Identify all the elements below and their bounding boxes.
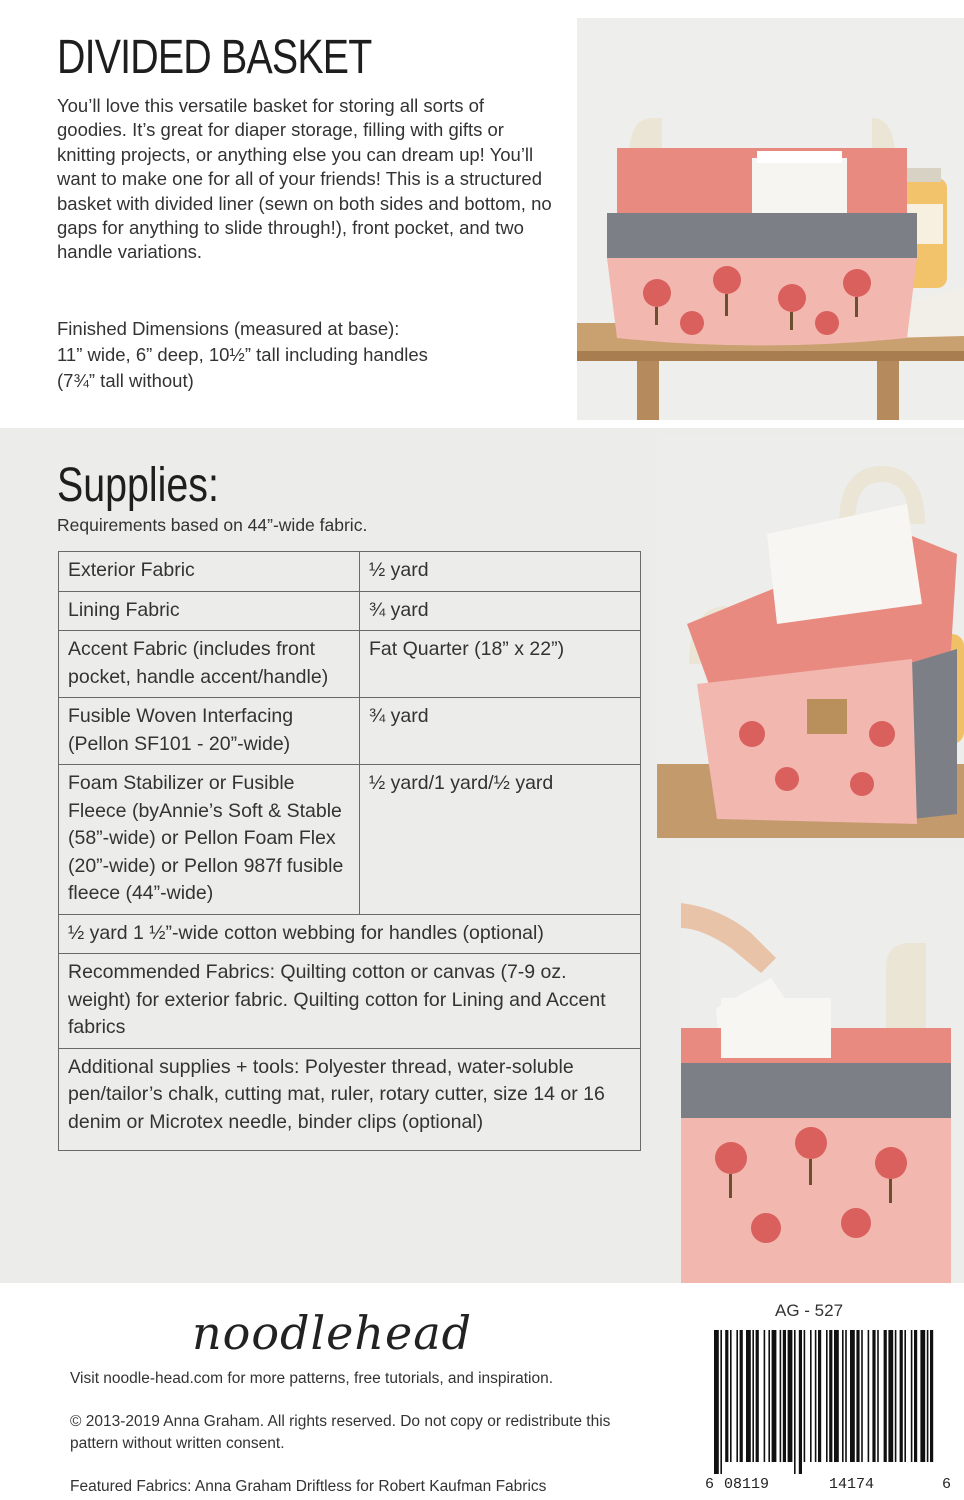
supply-item: Lining Fabric (59, 591, 360, 631)
barcode-bar (920, 1330, 925, 1462)
table-row (59, 914, 641, 954)
product-code: AG - 527 (775, 1301, 844, 1320)
barcode-bar (818, 1330, 821, 1462)
barcode-bar (895, 1330, 897, 1462)
barcode-bar (783, 1330, 786, 1462)
barcode-bar (730, 1330, 732, 1462)
dims-values: 11” wide, 6” deep, 10½” tall including handles (57, 344, 428, 365)
supply-item: Accent Fabric (includes front pocket, handle accent/handle) (59, 631, 360, 698)
barcode-bar (829, 1330, 832, 1462)
table-row (59, 552, 641, 592)
supply-amount: ¾ yard (360, 698, 641, 765)
barcode-bar (720, 1330, 722, 1474)
barcode-bar (850, 1330, 855, 1462)
page-title: DIVIDED BASKET (57, 31, 372, 84)
table-row (59, 765, 641, 915)
supply-item: Foam Stabilizer or Fusible Fleece (byAnnie’s Soft & Stable (58”-wide) or Pellon Foam Flex (20”-wide) or Pellon 987f fusible fleece (44”-wide) (59, 765, 360, 915)
barcode-bar (834, 1330, 839, 1462)
dims-heading: Finished Dimensions (measured at base): (57, 318, 400, 339)
requirements-note: Requirements based on 44”-wide fabric. (57, 515, 368, 535)
barcode-bar (756, 1330, 759, 1462)
supplies-table (58, 551, 641, 1151)
supply-amount: Fat Quarter (18” x 22”) (360, 631, 641, 698)
barcode-bar (794, 1330, 796, 1474)
barcode-bar (856, 1330, 859, 1462)
barcode-bar (914, 1330, 917, 1462)
barcode-bar (799, 1330, 802, 1474)
supply-note: Additional supplies + tools: Polyester thread, water-soluble pen/tailor’s chalk, cutting mat, ruler, rotary cutter, size 14 or 16 denim or Microtex needle, binder clips (optional) (59, 1048, 641, 1151)
table-row (59, 1048, 641, 1151)
barcode-bar (872, 1330, 875, 1462)
barcode-bar (725, 1330, 728, 1462)
barcode-group-1: 08119 (724, 1476, 770, 1493)
barcode-bar (804, 1330, 806, 1462)
supplies-heading: Supplies: (57, 459, 219, 512)
dims-without-handles: (7¾” tall without) (57, 370, 194, 391)
intro-paragraph: You’ll love this versatile basket for storing all sorts of goodies. It’s great for diaper storage, filling with gifts or knitting projects, or anything else you can dream up! You’ll want to make one for all of your friends! This is a structured basket with divided liner (sewn on both sides and bottom, no gaps for anything to slide through!), front pocket, and two handle variations. (57, 95, 552, 263)
barcode-bar (810, 1330, 812, 1462)
supply-note: Recommended Fabrics: Quilting cotton or canvas (7-9 oz. weight) for exterior fabric. Quilting cotton for Lining and Accent fabrics (59, 954, 641, 1049)
barcode-bar (768, 1330, 770, 1462)
supply-item: Fusible Woven Interfacing (Pellon SF101 - 20”-wide) (59, 698, 360, 765)
barcode-bar (888, 1330, 893, 1462)
basket-photo-top (577, 18, 964, 420)
barcode-bar (927, 1330, 929, 1462)
barcode-bar (714, 1330, 719, 1474)
basket-photo-middle (657, 434, 964, 838)
barcode-bar (740, 1330, 743, 1462)
barcode-group-2: 14174 (829, 1476, 875, 1493)
table-row (59, 698, 641, 765)
supply-amount: ½ yard (360, 552, 641, 592)
barcode-bar (861, 1330, 863, 1462)
barcode-bar (911, 1330, 913, 1462)
barcode-bar (746, 1330, 751, 1462)
supply-amount: ¾ yard (360, 591, 641, 631)
barcode-bar (930, 1330, 933, 1462)
supply-item: Exterior Fabric (59, 552, 360, 592)
barcode-bar (780, 1330, 782, 1462)
featured-fabrics-text: Featured Fabrics: Anna Graham Driftless for Robert Kaufman Fabrics (70, 1478, 547, 1495)
barcode-bar (764, 1330, 766, 1462)
barcode-bar (868, 1330, 870, 1462)
copyright-text: © 2013-2019 Anna Graham. All rights reserved. Do not copy or redistribute this pattern without written consent. (70, 1413, 611, 1452)
table-row (59, 591, 641, 631)
barcode-bar (842, 1330, 844, 1462)
supply-note: ½ yard 1 ½”-wide cotton webbing for handles (optional) (59, 914, 641, 954)
barcode-bar (815, 1330, 817, 1462)
barcode-bar (845, 1330, 847, 1462)
barcode-bar (736, 1330, 738, 1462)
visit-text: Visit noodle-head.com for more patterns, free tutorials, and inspiration. (70, 1370, 554, 1387)
basket-photo-bottom (681, 848, 964, 1283)
noodlehead-logo: noodlehead (192, 1306, 473, 1360)
barcode-bar (877, 1330, 879, 1462)
barcode-bar (772, 1330, 777, 1462)
supply-amount: ½ yard/1 yard/½ yard (360, 765, 641, 915)
barcode-bar (788, 1330, 793, 1462)
supplies-section (0, 428, 964, 1283)
finished-dimensions (57, 316, 557, 394)
intro-section (0, 0, 964, 428)
barcode-bar (904, 1330, 906, 1462)
barcode-bar (900, 1330, 903, 1462)
barcode-digit-left: 6 (705, 1476, 715, 1493)
barcode (712, 1330, 938, 1474)
barcode-bar (752, 1330, 754, 1462)
table-row (59, 954, 641, 1049)
table-row (59, 631, 641, 698)
barcode-bar (884, 1330, 887, 1462)
barcode-bar (826, 1330, 828, 1462)
barcode-digit-right: 6 (942, 1476, 952, 1493)
